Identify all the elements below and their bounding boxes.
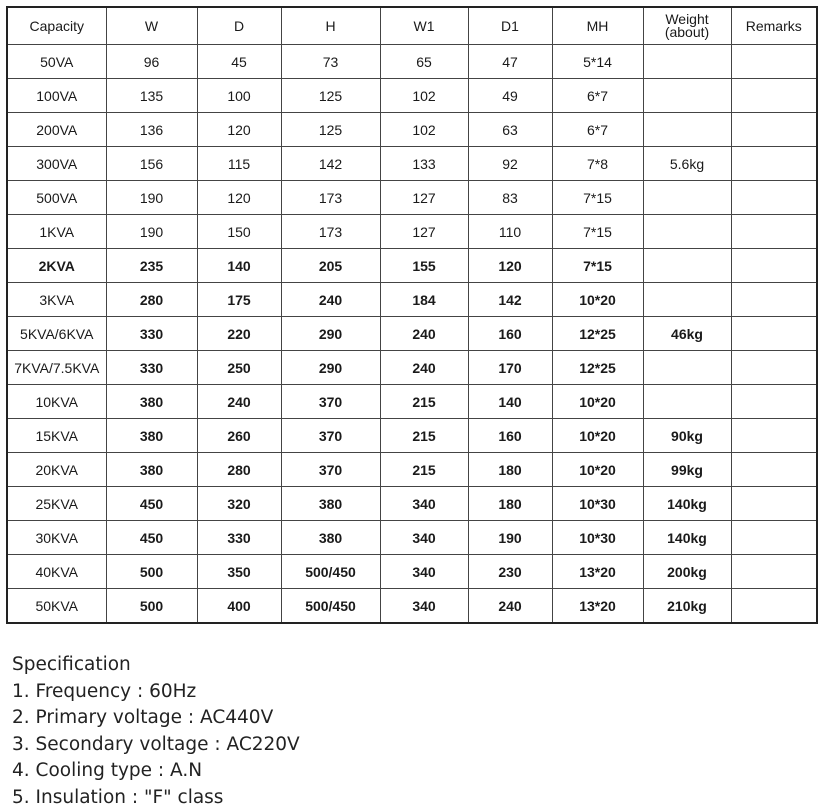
table-row	[7, 589, 817, 624]
cell-mh: 10*30	[552, 521, 643, 555]
table-row	[7, 113, 817, 147]
cell-d1: 92	[468, 147, 552, 181]
cell-w: 500	[106, 555, 197, 589]
cell-mh: 12*25	[552, 317, 643, 351]
cell-w1: 215	[380, 453, 468, 487]
table-row	[7, 283, 817, 317]
cell-weight	[643, 79, 731, 113]
cell-d: 400	[197, 589, 281, 624]
cell-h: 500/450	[281, 589, 380, 624]
cell-d: 320	[197, 487, 281, 521]
cell-remarks	[731, 147, 817, 181]
cell-d1: 63	[468, 113, 552, 147]
cell-w1: 184	[380, 283, 468, 317]
cell-w1: 340	[380, 521, 468, 555]
spec-item-frequency: 1. Frequency : 60Hz	[12, 680, 197, 702]
cell-w1: 127	[380, 215, 468, 249]
cell-remarks	[731, 283, 817, 317]
cell-d: 260	[197, 419, 281, 453]
spec-item-cooling-type: 4. Cooling type : A.N	[12, 760, 203, 781]
cell-remarks	[731, 555, 817, 589]
table-row	[7, 181, 817, 215]
header-weight: Weight (about)	[643, 7, 731, 45]
cell-w: 500	[106, 589, 197, 624]
cell-d1: 47	[468, 45, 552, 79]
cell-remarks	[731, 79, 817, 113]
cell-remarks	[731, 419, 817, 453]
cell-remarks	[731, 249, 817, 283]
cell-weight: 5.6kg	[643, 147, 731, 181]
cell-weight: 99kg	[643, 453, 731, 487]
cell-d1: 160	[468, 419, 552, 453]
table-row	[7, 487, 817, 521]
cell-d: 115	[197, 147, 281, 181]
table-row	[7, 351, 817, 385]
cell-h: 173	[281, 215, 380, 249]
cell-d: 350	[197, 555, 281, 589]
cell-remarks	[731, 45, 817, 79]
cell-d1: 230	[468, 555, 552, 589]
cell-w1: 155	[380, 249, 468, 283]
cell-capacity: 50VA	[7, 45, 106, 79]
cell-weight	[643, 385, 731, 419]
cell-d: 140	[197, 249, 281, 283]
header-d: D	[197, 7, 281, 45]
cell-d1: 190	[468, 521, 552, 555]
cell-w: 135	[106, 79, 197, 113]
header-remarks: Remarks	[731, 7, 817, 45]
cell-w1: 340	[380, 487, 468, 521]
cell-h: 142	[281, 147, 380, 181]
cell-mh: 10*30	[552, 487, 643, 521]
table-row	[7, 147, 817, 181]
cell-capacity: 30KVA	[7, 521, 106, 555]
cell-capacity: 50KVA	[7, 589, 106, 624]
cell-d: 240	[197, 385, 281, 419]
cell-d1: 170	[468, 351, 552, 385]
cell-capacity: 3KVA	[7, 283, 106, 317]
cell-d1: 49	[468, 79, 552, 113]
header-h: H	[281, 7, 380, 45]
cell-d: 45	[197, 45, 281, 79]
cell-w: 136	[106, 113, 197, 147]
cell-w1: 340	[380, 555, 468, 589]
cell-capacity: 200VA	[7, 113, 106, 147]
cell-mh: 10*20	[552, 419, 643, 453]
table-row	[7, 45, 817, 79]
cell-h: 205	[281, 249, 380, 283]
cell-weight: 90kg	[643, 419, 731, 453]
cell-d1: 142	[468, 283, 552, 317]
spec-item-primary-voltage: 2. Primary voltage : AC440V	[12, 707, 274, 728]
cell-remarks	[731, 181, 817, 215]
cell-capacity: 20KVA	[7, 453, 106, 487]
cell-capacity: 40KVA	[7, 555, 106, 589]
cell-mh: 7*15	[552, 249, 643, 283]
cell-h: 73	[281, 45, 380, 79]
cell-d: 220	[197, 317, 281, 351]
spec-item-secondary-voltage: 3. Secondary voltage : AC220V	[12, 733, 300, 755]
cell-remarks	[731, 487, 817, 521]
table-row	[7, 555, 817, 589]
cell-d: 120	[197, 113, 281, 147]
cell-h: 370	[281, 419, 380, 453]
cell-d1: 120	[468, 249, 552, 283]
cell-capacity: 500VA	[7, 181, 106, 215]
cell-h: 125	[281, 79, 380, 113]
header-capacity: Capacity	[7, 7, 106, 45]
header-d1: D1	[468, 7, 552, 45]
cell-w: 190	[106, 181, 197, 215]
cell-w: 330	[106, 317, 197, 351]
cell-weight: 200kg	[643, 555, 731, 589]
header-w: W	[106, 7, 197, 45]
cell-mh: 10*20	[552, 283, 643, 317]
cell-weight	[643, 283, 731, 317]
cell-h: 290	[281, 317, 380, 351]
cell-h: 370	[281, 385, 380, 419]
cell-w1: 340	[380, 589, 468, 624]
table-row	[7, 249, 817, 283]
cell-capacity: 300VA	[7, 147, 106, 181]
cell-weight	[643, 181, 731, 215]
cell-w: 280	[106, 283, 197, 317]
table-header-row	[7, 7, 817, 45]
cell-mh: 7*8	[552, 147, 643, 181]
cell-d: 330	[197, 521, 281, 555]
cell-remarks	[731, 113, 817, 147]
cell-mh: 10*20	[552, 453, 643, 487]
cell-d: 100	[197, 79, 281, 113]
cell-w: 235	[106, 249, 197, 283]
cell-w: 156	[106, 147, 197, 181]
table-body	[7, 45, 817, 624]
cell-remarks	[731, 317, 817, 351]
cell-w: 380	[106, 419, 197, 453]
cell-weight: 210kg	[643, 589, 731, 624]
cell-d1: 110	[468, 215, 552, 249]
cell-capacity: 10KVA	[7, 385, 106, 419]
cell-d: 120	[197, 181, 281, 215]
cell-remarks	[731, 453, 817, 487]
cell-mh: 13*20	[552, 589, 643, 624]
cell-mh: 5*14	[552, 45, 643, 79]
cell-w: 190	[106, 215, 197, 249]
cell-capacity: 5KVA/6KVA	[7, 317, 106, 351]
table-row	[7, 317, 817, 351]
cell-w1: 102	[380, 79, 468, 113]
cell-w: 450	[106, 487, 197, 521]
cell-h: 173	[281, 181, 380, 215]
header-mh: MH	[552, 7, 643, 45]
cell-remarks	[731, 589, 817, 624]
cell-capacity: 2KVA	[7, 249, 106, 283]
cell-h: 125	[281, 113, 380, 147]
spec-item-insulation: 5. Insulation : "F" class	[12, 786, 224, 808]
cell-weight	[643, 351, 731, 385]
cell-d1: 180	[468, 453, 552, 487]
cell-w1: 127	[380, 181, 468, 215]
cell-d1: 83	[468, 181, 552, 215]
cell-w1: 240	[380, 317, 468, 351]
cell-h: 380	[281, 487, 380, 521]
cell-d1: 180	[468, 487, 552, 521]
cell-weight	[643, 249, 731, 283]
cell-d: 150	[197, 215, 281, 249]
cell-mh: 12*25	[552, 351, 643, 385]
cell-remarks	[731, 385, 817, 419]
cell-weight	[643, 113, 731, 147]
cell-weight: 140kg	[643, 521, 731, 555]
table-row	[7, 215, 817, 249]
cell-capacity: 100VA	[7, 79, 106, 113]
table-row	[7, 521, 817, 555]
cell-h: 240	[281, 283, 380, 317]
specification-title: Specification	[12, 654, 131, 675]
cell-w1: 215	[380, 385, 468, 419]
cell-mh: 6*7	[552, 113, 643, 147]
table-row	[7, 385, 817, 419]
cell-mh: 7*15	[552, 215, 643, 249]
cell-h: 500/450	[281, 555, 380, 589]
cell-weight	[643, 45, 731, 79]
cell-mh: 13*20	[552, 555, 643, 589]
cell-mh: 7*15	[552, 181, 643, 215]
cell-capacity: 1KVA	[7, 215, 106, 249]
cell-w: 450	[106, 521, 197, 555]
table-row	[7, 453, 817, 487]
cell-w: 380	[106, 453, 197, 487]
cell-d1: 240	[468, 589, 552, 624]
cell-h: 290	[281, 351, 380, 385]
cell-d: 175	[197, 283, 281, 317]
header-w1: W1	[380, 7, 468, 45]
cell-mh: 10*20	[552, 385, 643, 419]
cell-w1: 215	[380, 419, 468, 453]
cell-capacity: 15KVA	[7, 419, 106, 453]
cell-d: 280	[197, 453, 281, 487]
cell-d: 250	[197, 351, 281, 385]
cell-weight: 46kg	[643, 317, 731, 351]
cell-w: 380	[106, 385, 197, 419]
dimension-table	[6, 6, 818, 624]
table-row	[7, 79, 817, 113]
cell-weight	[643, 215, 731, 249]
table-row	[7, 419, 817, 453]
cell-w1: 133	[380, 147, 468, 181]
cell-w1: 102	[380, 113, 468, 147]
cell-h: 380	[281, 521, 380, 555]
cell-remarks	[731, 215, 817, 249]
cell-d1: 140	[468, 385, 552, 419]
cell-w: 330	[106, 351, 197, 385]
specification-section	[12, 652, 300, 811]
cell-w1: 240	[380, 351, 468, 385]
cell-remarks	[731, 351, 817, 385]
cell-h: 370	[281, 453, 380, 487]
cell-w: 96	[106, 45, 197, 79]
cell-weight: 140kg	[643, 487, 731, 521]
cell-d1: 160	[468, 317, 552, 351]
cell-capacity: 25KVA	[7, 487, 106, 521]
cell-remarks	[731, 521, 817, 555]
cell-capacity: 7KVA/7.5KVA	[7, 351, 106, 385]
cell-mh: 6*7	[552, 79, 643, 113]
cell-w1: 65	[380, 45, 468, 79]
